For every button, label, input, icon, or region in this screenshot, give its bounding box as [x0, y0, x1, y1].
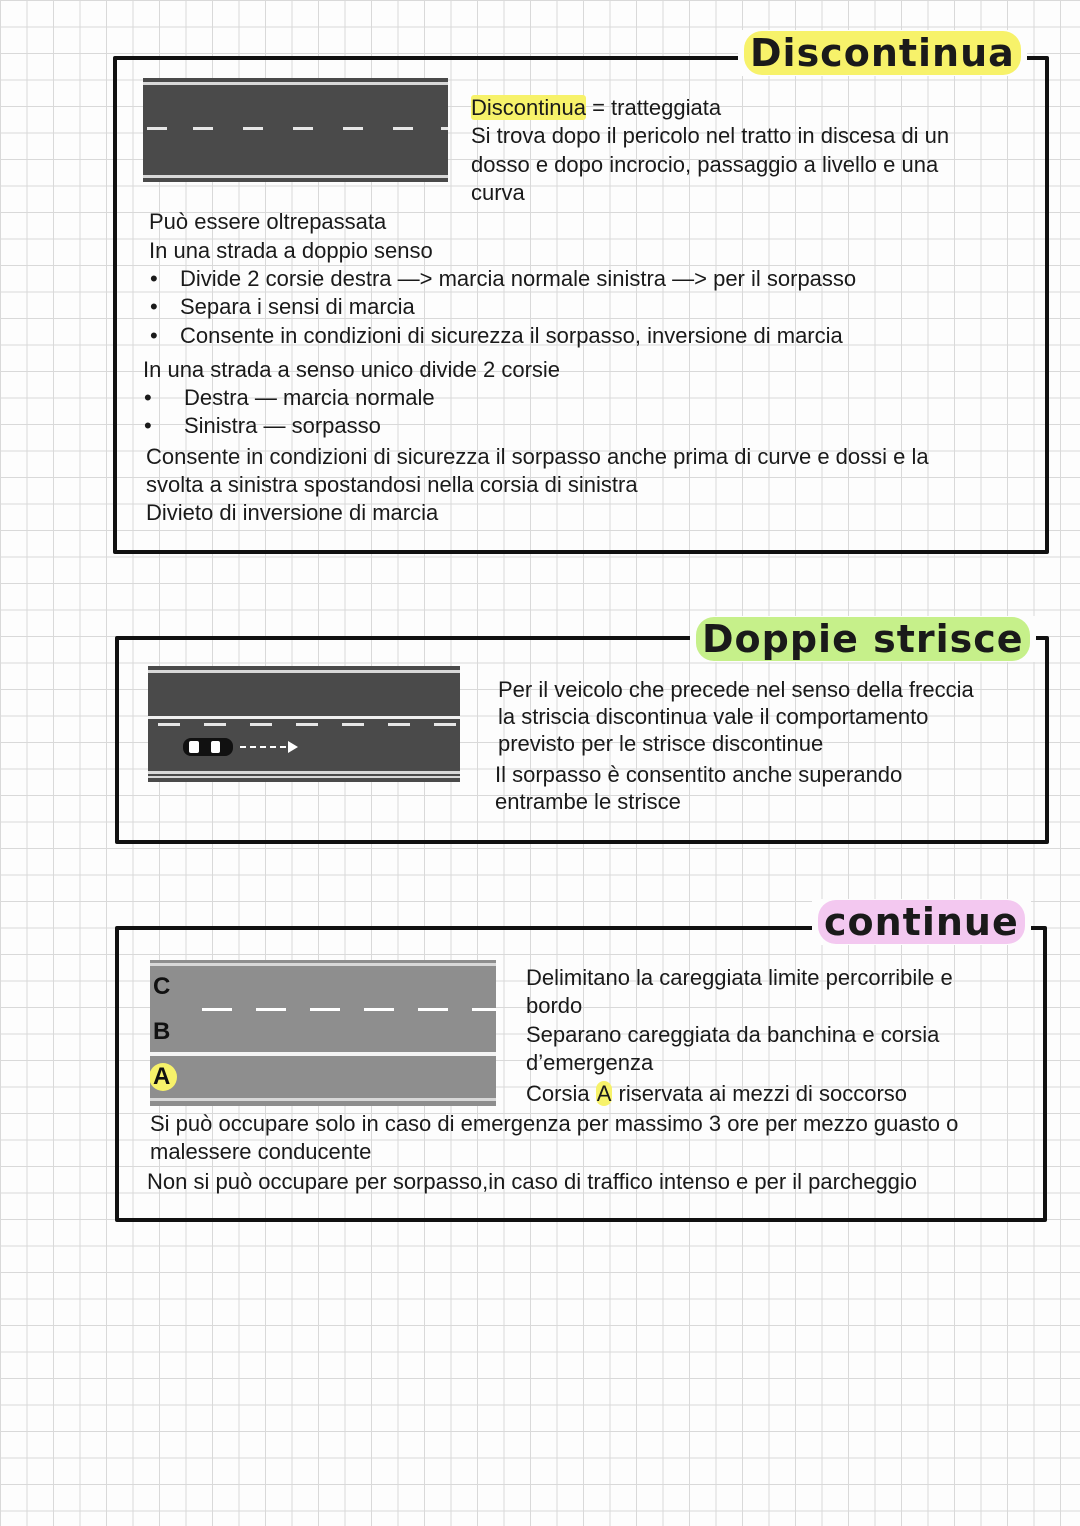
lane-label-b: B [153, 1018, 171, 1045]
text-line: In una strada a doppio senso [149, 238, 433, 263]
text-line: svolta a sinistra spostandosi nella corsia di sinistra [146, 472, 638, 497]
road-illustration-continue [150, 960, 496, 1106]
bullet-item: • Sinistra — sorpasso [144, 413, 381, 438]
text-line: Può essere oltrepassata [149, 209, 387, 234]
text-line: entrambe le strisce [495, 789, 681, 814]
text-line: bordo [526, 993, 583, 1018]
road-illustration-discontinua [143, 78, 448, 182]
intro-line: Si trova dopo il pericolo nel tratto in discesa di un [471, 123, 950, 148]
text-line: Il sorpasso è consentito anche superando [495, 762, 903, 787]
text-line: In una strada a senso unico divide 2 corsie [143, 357, 561, 382]
car-icon [183, 738, 233, 756]
text-line: Delimitano la careggiata limite percorribile e [526, 965, 953, 990]
lane-label-c: C [153, 973, 171, 1000]
road-illustration-doppie-strisce [148, 666, 460, 782]
text-line: Consente in condizioni di sicurezza il sorpasso anche prima di curve e dossi e la [146, 444, 929, 469]
bullet-item: • Separa i sensi di marcia [150, 294, 415, 319]
intro-line: dosso e dopo incrocio, passaggio a livello e una [471, 152, 939, 177]
text-line: Per il veicolo che precede nel senso della freccia [498, 677, 974, 702]
intro-definition: Discontinua = tratteggiata [471, 95, 722, 120]
lane-label-a: A [153, 1063, 171, 1090]
text-line: Si può occupare solo in caso di emergenza per massimo 3 ore per mezzo guasto o [150, 1111, 959, 1136]
text-line: malessere conducente [150, 1139, 372, 1164]
text-line: d’emergenza [526, 1050, 654, 1075]
intro-line: curva [471, 180, 525, 205]
bullet-item: • Divide 2 corsie destra —> marcia normale sinistra —> per il sorpasso [150, 266, 857, 291]
text-line: Separano careggiata da banchina e corsia [526, 1022, 940, 1047]
bullet-item: • Destra — marcia normale [144, 385, 435, 410]
text-line: Non si può occupare per sorpasso,in caso di traffico intenso e per il parcheggio [147, 1169, 918, 1194]
text-line: previsto per le strisce discontinue [498, 731, 824, 756]
text-line: la striscia discontinua vale il comportamento [498, 704, 929, 729]
section-continue-heading: continue [812, 899, 1031, 945]
corsia-line: Corsia A riservata ai mezzi di soccorso [526, 1081, 908, 1106]
section-doppie-strisce-heading: Doppie strisce [690, 616, 1036, 662]
section-discontinua-heading: Discontinua [738, 30, 1027, 76]
text-line: Divieto di inversione di marcia [146, 500, 439, 525]
bullet-item: • Consente in condizioni di sicurezza il sorpasso, inversione di marcia [150, 323, 843, 348]
